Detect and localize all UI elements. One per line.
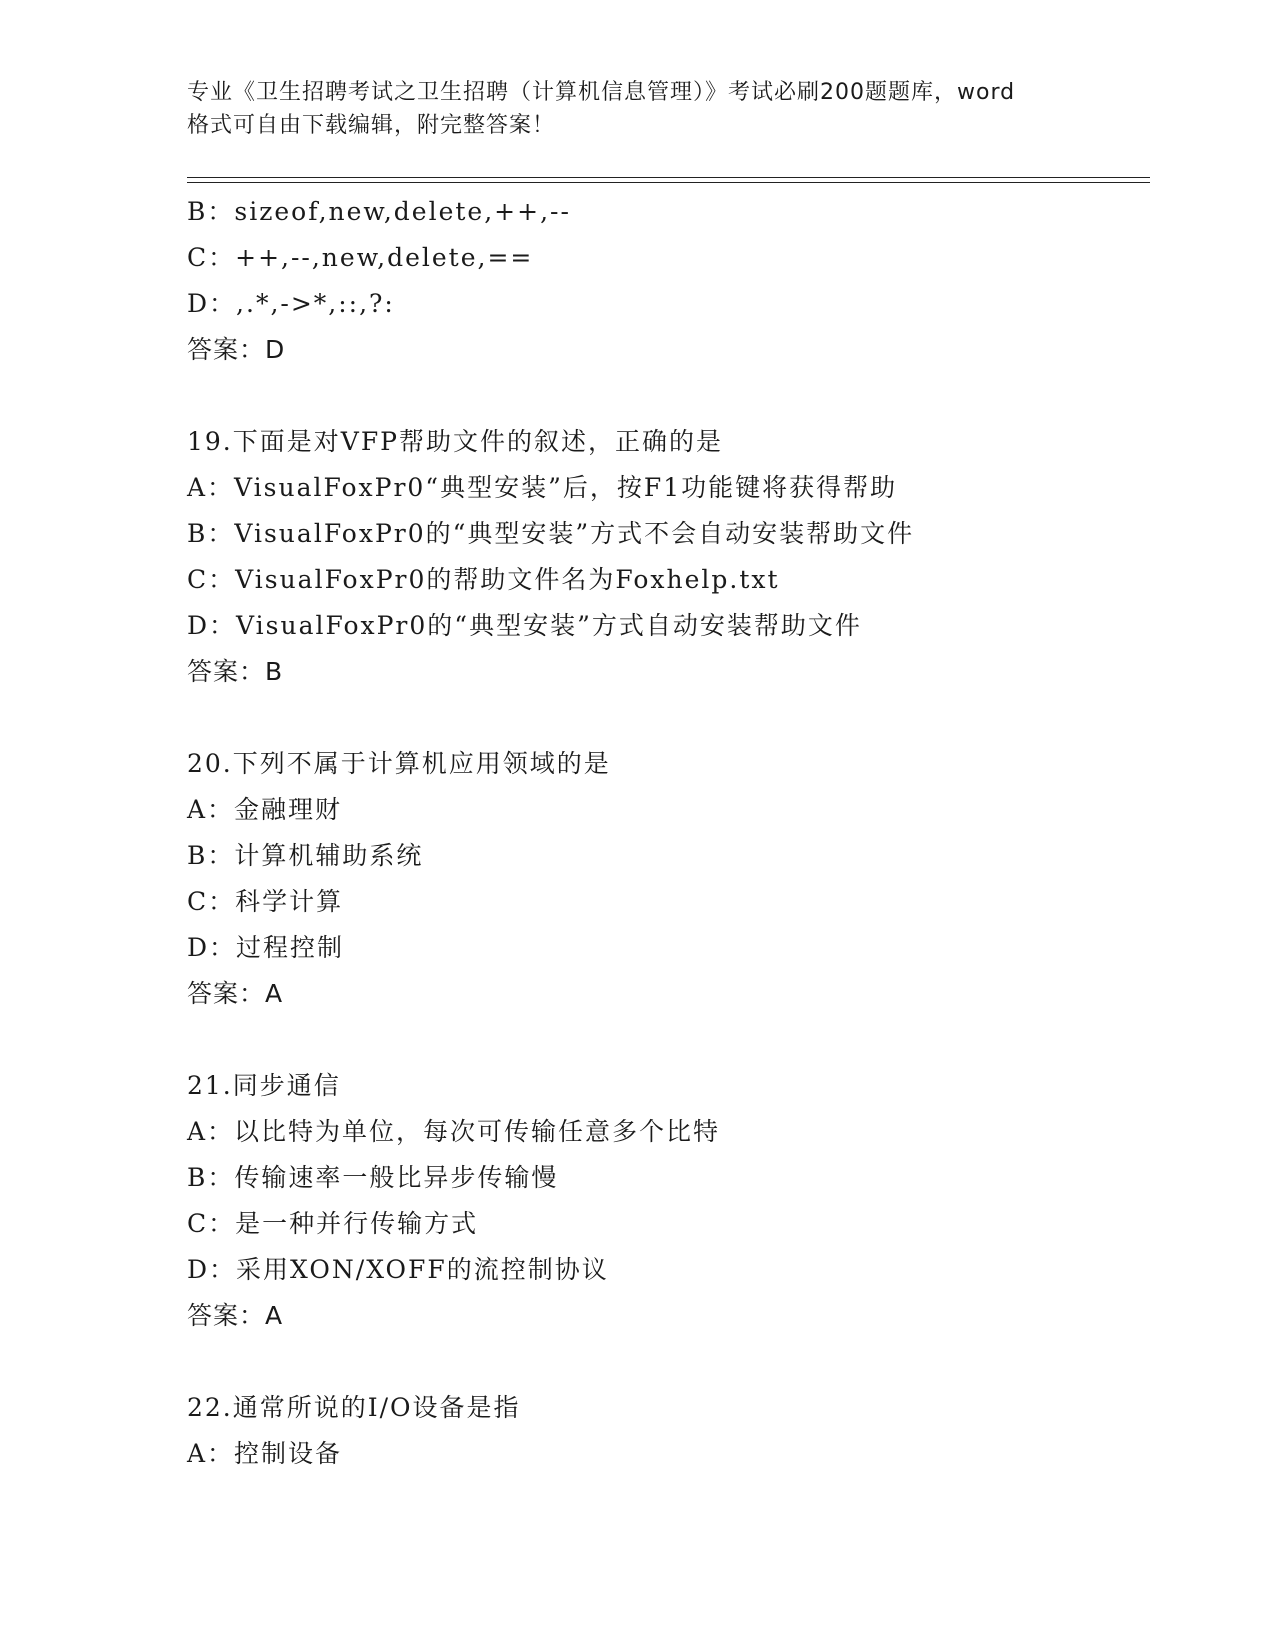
header-line-1: 专业《卫生招聘考试之卫生招聘（计算机信息管理）》考试必刷200题题库，word <box>187 80 1016 105</box>
option-b: B：VisualFoxPr0的“典型安装”方式不会自动安装帮助文件 <box>187 519 915 548</box>
answer-line: 答案：B <box>187 657 284 686</box>
header-divider <box>187 177 1150 183</box>
question-block-21 <box>187 1063 1150 1339</box>
question-block-18 <box>187 189 1150 373</box>
question-block-22 <box>187 1385 1150 1477</box>
answer-line: 答案：A <box>187 979 284 1008</box>
option-a: A：金融理财 <box>187 795 343 824</box>
option-d: D：,.*,->*,::,?: <box>187 289 395 318</box>
option-d: D：采用XON/XOFF的流控制协议 <box>187 1255 609 1284</box>
question-title: 19.下面是对VFP帮助文件的叙述，正确的是 <box>187 427 723 456</box>
question-title: 22.通常所说的I/O设备是指 <box>187 1393 521 1422</box>
question-title: 21.同步通信 <box>187 1071 341 1100</box>
option-c: C：是一种并行传输方式 <box>187 1209 479 1238</box>
question-title: 20.下列不属于计算机应用领域的是 <box>187 749 611 778</box>
option-c: C：科学计算 <box>187 887 344 916</box>
option-c: C：++,--,new,delete,== <box>187 243 534 272</box>
option-a: A：VisualFoxPr0“典型安装”后，按F1功能键将获得帮助 <box>187 473 898 502</box>
option-d: D：过程控制 <box>187 933 345 962</box>
question-block-19 <box>187 419 1150 695</box>
header-line-2: 格式可自由下载编辑，附完整答案！ <box>187 113 556 138</box>
answer-line: 答案：A <box>187 1301 284 1330</box>
question-list <box>187 189 1150 1477</box>
option-a: A：以比特为单位，每次可传输任意多个比特 <box>187 1117 721 1146</box>
option-b: B：传输速率一般比异步传输慢 <box>187 1163 559 1192</box>
option-b: B：计算机辅助系统 <box>187 841 424 870</box>
option-a: A：控制设备 <box>187 1439 343 1468</box>
option-c: C：VisualFoxPr0的帮助文件名为Foxhelp.txt <box>187 565 780 594</box>
question-block-20 <box>187 741 1150 1017</box>
answer-line: 答案：D <box>187 335 286 364</box>
page-header <box>187 76 1087 142</box>
option-b: B：sizeof,new,delete,++,-- <box>187 197 571 226</box>
option-d: D：VisualFoxPr0的“典型安装”方式自动安装帮助文件 <box>187 611 862 640</box>
